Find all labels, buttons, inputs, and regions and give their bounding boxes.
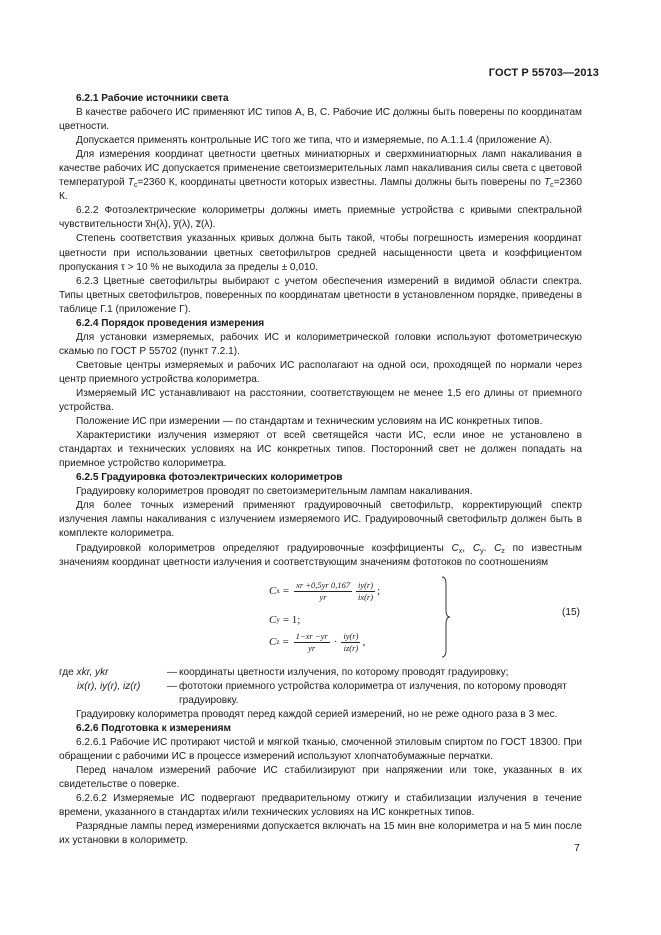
spectral-functions: x̅н(λ), y̅(λ), z̅(λ). [145, 219, 216, 231]
paragraph: В качестве рабочего ИС применяют ИС типов А, В, С. Рабочие ИС должны быть поверены по координатам цветности. [59, 107, 582, 133]
formula-cz-row: C z = $\frac{1-xr -yr}{yr}$ · $\frac{iy(r)}{iz(r)}$ , [269, 630, 366, 653]
document-header: ГОСТ Р 55703—2013 [488, 67, 599, 79]
section-6-2-5-title: 6.2.5 Градуировка фотоэлектрических колориметров [76, 472, 343, 484]
paragraph: Положение ИС при измерении — по стандартам и техническим условиям на ИС конкретных типов. [76, 416, 543, 428]
paragraph: 6.2.6.1 Рабочие ИС протирают чистой и мягкой тканью, смоченной этиловым спиртом по ГОСТ 18300. При обращении с рабочими ИС в процессе измерений используют хлопчатобумажные перчатки. [59, 736, 582, 762]
paragraph: Характеристики излучения измеряют от всей светящейся части ИС, если иное не установлено в стандартах и технических условиях на ИС конкретных типов. Посторонний свет не должен попадать на приемное устройство колориметра. [59, 430, 582, 470]
formula-15 [59, 576, 582, 662]
paragraph: 6.2.2 Фотоэлектрические колориметры должны иметь приемные устройства с кривыми спектральной чувствительности x̅н(λ), y̅(λ), z̅(λ). [59, 205, 582, 231]
paragraph: 6.2.3 Цветные светофильтры выбирают с учетом обеспечения измерений в видимой области спектра. Типы цветных светофильтров, поверенных по координатам цветности в установленном порядке, приведены в таблице Г.1 (приложение Г). [59, 275, 582, 315]
paragraph: Градуировку колориметров проводят по светоизмерительным лампам накаливания. [76, 486, 473, 498]
paragraph: 6.2.6.2 Измеряемые ИС подвергают предварительному отжигу и стабилизации излучения в течение времени, указанного в стандартах и/или технических условиях на ИС конкретных типов. [59, 793, 582, 819]
paragraph: Для установки измеряемых, рабочих ИС и колориметрической головки используют фотометрическую скамью по ГОСТ Р 55702 (пункт 7.2.1). [59, 331, 582, 357]
formula-cx-row: C x = $\frac{xr +0,5yr 0,167}{yr}$ $\frac{iy(r)}{ix(r)}$ ; [269, 579, 381, 602]
paragraph: Разрядные лампы перед измерениями допускается включать на 15 мин вне колориметра и на 5 мин после их установки в колориметр. [59, 821, 582, 847]
section-6-2-1-title: 6.2.1 Рабочие источники света [76, 93, 229, 104]
equation-number: (15) [562, 606, 580, 618]
paragraph: Для более точных измерений применяют градуировочный светофильтр, корректирующий спектр излучения лампы накаливания с излучением измеряемого ИС. Градуировочный светофильтр должен быть в комплекте колориметра. [59, 500, 582, 540]
paragraph: Перед началом измерений рабочие ИС стабилизируют при напряжении или токе, указанных в их свидетельстве о поверке. [59, 764, 582, 790]
document-body [59, 92, 582, 848]
where-row: где xkr, ykr — координаты цветности излучения, по которому проводят градуировку; [59, 666, 509, 678]
section-6-2-6-title: 6.2.6 Подготовка к измерениям [76, 722, 231, 734]
paragraph: Допускается применять контрольные ИС того же типа, что и измеряемые, по А.1.1.4 (приложение А). [76, 135, 553, 147]
page-number: 7 [574, 842, 580, 854]
paragraph: Измеряемый ИС устанавливают на расстоянии, соответствующем не менее 1,5 его длины от приемного устройства. [59, 387, 582, 414]
section-6-2-4-title: 6.2.4 Порядок проведения измерения [76, 317, 265, 329]
formula-cy-row: C y = 1; [269, 613, 301, 626]
paragraph: Для измерения координат цветности цветных миниатюрных и сверхминиатюрных ламп накаливания в качестве рабочих ИС допускается применение светоизмерительных ламп накаливания силы света с цветовой температурой $T_c=2360$ К, координаты цветности которых известны. Лампы должны быть поверены по $T_c=2360$ К. [59, 149, 582, 203]
where-row: ix(r), iy(r), iz(r) — фототоки приемного устройства колориметра от излучения, по которому проводят градуировку. [77, 680, 567, 706]
where-block [59, 666, 582, 708]
paragraph: Световые центры измеряемых и рабочих ИС располагают на одной оси, проходящей по нормали через центр приемного устройства колориметра. [59, 359, 582, 385]
paragraph: Градуировку колориметра проводят перед каждой серией измерений, но не реже одного раза в 3 мес. [76, 708, 558, 720]
paragraph: Степень соответствия указанных кривых должна быть такой, чтобы погрешность измерения координат цветности при использовании цветных светофильтров средней насыщенности цвета и коэффициентом пропускания τ > 10 % не выходила за пределы ± 0,010. [59, 233, 582, 273]
paragraph: Градуировкой колориметров определяют градуировочные коэффициенты $C_x$, $C_y$. $C_z$ по известным значениям координат цветности излучения и соответствующим значениям фототоков по соотношениям [59, 542, 582, 568]
right-brace-icon [441, 576, 451, 658]
